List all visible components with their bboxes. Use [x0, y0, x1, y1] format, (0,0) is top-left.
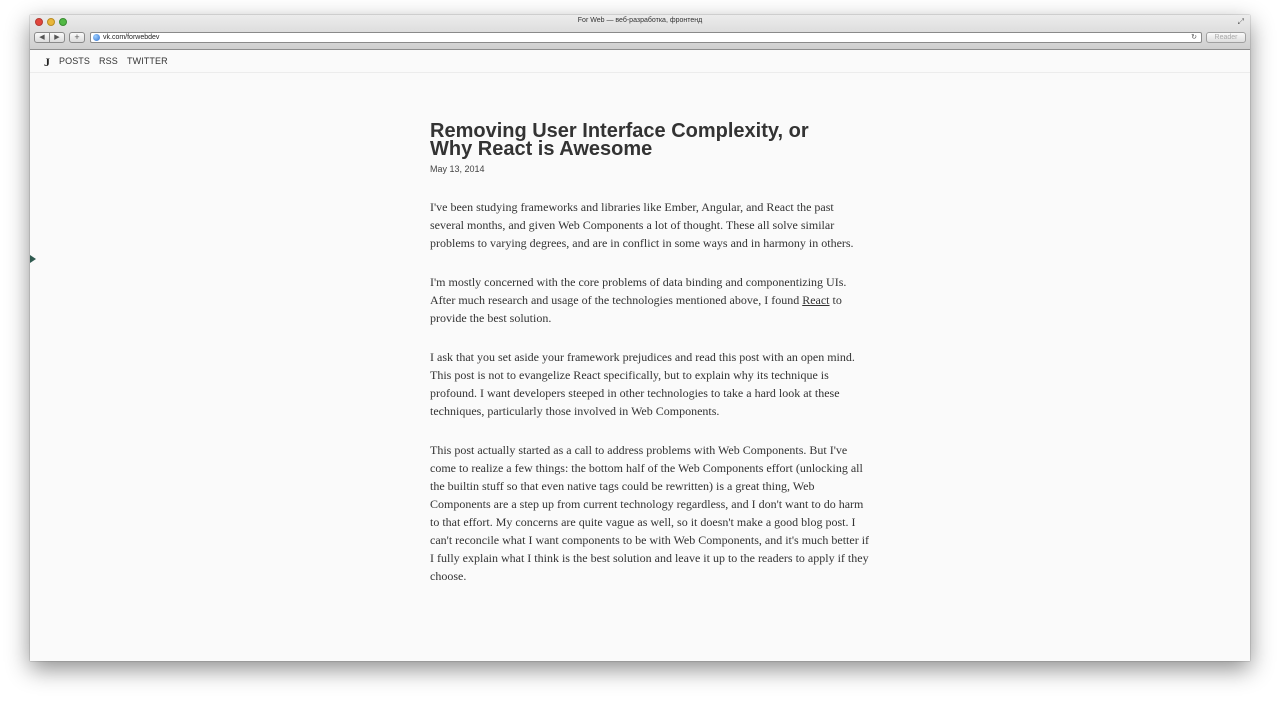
globe-icon	[93, 34, 100, 41]
window-title: For Web — веб-разработка, фронтенд	[577, 17, 703, 24]
title-bar	[30, 15, 1250, 50]
site-logo[interactable]: J	[44, 55, 50, 69]
page-content	[30, 50, 1250, 661]
post-title: Removing User Interface Complexity, or Why React is Awesome	[430, 120, 809, 160]
post-date: May 13, 2014	[430, 164, 485, 174]
paragraph-1: I've been studying frameworks and libraries like Ember, Angular, and React the past several months, and given Web Components a lot of thought. These all solve similar problems to varying degrees, and are in conflict in some ways and in harmony in others.	[430, 200, 854, 250]
fullscreen-icon[interactable]: ⤢	[1237, 17, 1244, 26]
paragraph-3: I ask that you set aside your framework prejudices and read this post with an open mind. This post is not to evangelize React specifically, but to explain why its technique is profound. I want developers steeped in other technologies to take a hard look at these techniques, particularly those involved in Web Components.	[430, 350, 855, 418]
url-text[interactable]: vk.com/forwebdev	[103, 34, 160, 41]
paragraph-2-text-after: to provide the best solution.	[430, 293, 842, 325]
side-toggle-arrow-icon[interactable]	[30, 255, 36, 263]
paragraph-2	[430, 273, 870, 327]
nav-rss-link[interactable]: RSS	[99, 56, 118, 66]
forward-button[interactable]: ▶	[49, 32, 65, 43]
nav-twitter-link[interactable]: TWITTER	[127, 56, 168, 66]
react-link[interactable]: React	[802, 293, 830, 307]
reload-icon[interactable]: ↻	[1191, 34, 1197, 41]
post-article	[430, 122, 870, 585]
paragraph-2-text-before: I'm mostly concerned with the core problems of data binding and componentizing UIs. After much research and usage of the technologies mentioned above, I found	[430, 275, 847, 307]
reader-button[interactable]: Reader	[1206, 32, 1246, 43]
address-bar[interactable]	[90, 32, 1202, 43]
site-navigation	[30, 50, 1250, 73]
add-bookmark-button[interactable]: +	[69, 32, 85, 43]
browser-window	[30, 15, 1250, 661]
post-body	[430, 198, 870, 585]
back-button[interactable]: ◀	[34, 32, 50, 43]
paragraph-4: This post actually started as a call to address problems with Web Components. But I've come to realize a few things: the bottom half of the Web Components effort (unlocking all the builtin stuff so that even native tags could be rewritten) is a great thing, Web Components are a step up from current technology regardless, and I don't want to do harm to that effort. My concerns are quite vague as well, so it doesn't make a good blog post. I can't reconcile what I want components to be with Web Components, and it's much better if I fully explain what I think is the best solution and leave it up to the readers to apply if they choose.	[430, 443, 870, 583]
nav-posts-link[interactable]: POSTS	[59, 56, 91, 66]
